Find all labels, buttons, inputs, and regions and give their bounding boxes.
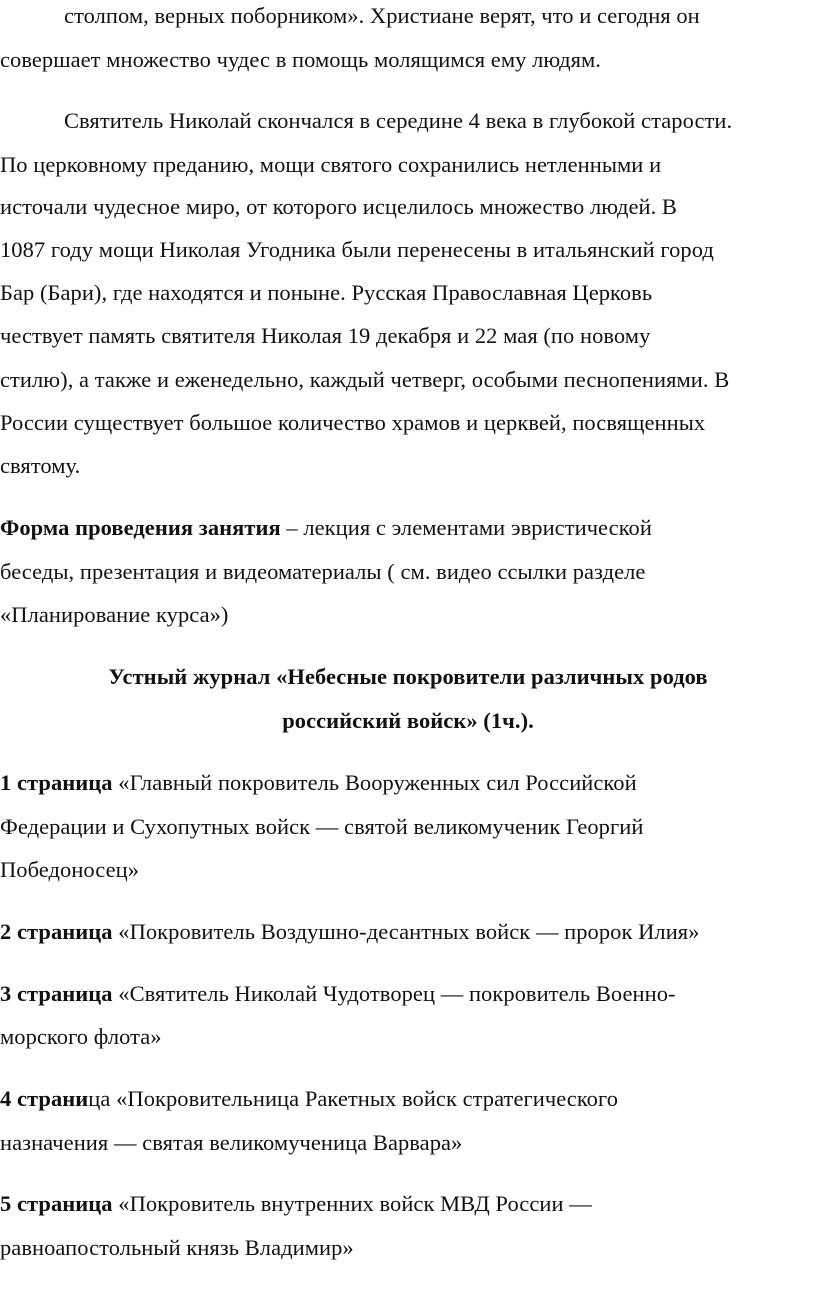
paragraph-2-line: Бар (Бари), где находятся и поныне. Русская Православная Церковь (0, 280, 653, 305)
paragraph-2-line: По церковному преданию, мощи святого сохранились нетленными и (0, 152, 662, 177)
page-text: «Покровительница Ракетных войск стратегического (110, 1086, 619, 1111)
paragraph-1-line: столпом, верных поборником». Христиане верят, что и сегодня он (64, 3, 700, 28)
paragraph-2-line: 1087 году мощи Николая Угодника были перенесены в итальянский город (0, 237, 714, 262)
page-text: «Святитель Николай Чудотворец — покровитель Военно- (112, 981, 676, 1006)
paragraph-2-line: святому. (0, 453, 81, 478)
paragraph-2-line: России существует большое количество храмов и церквей, посвященных (0, 410, 706, 435)
page-label: 3 страница (0, 981, 113, 1006)
paragraph-2-line: чествует память святителя Николая 19 декабря и 22 мая (по новому (0, 323, 651, 348)
page-label: 1 страница (0, 770, 113, 795)
page-item-3-line: морского флота» (0, 1024, 162, 1049)
page-item-3 (0, 980, 676, 1008)
form-label: Форма проведения занятия (0, 515, 281, 540)
paragraph-1-line: совершает множество чудес в помощь молящимся ему людям. (0, 47, 601, 72)
paragraph-2-line: стилю), а также и еженедельно, каждый четверг, особыми песнопениями. В (0, 367, 730, 392)
page-item-5-line: равноапостольный князь Владимир» (0, 1235, 354, 1260)
section-heading: российский войск» (1ч.). (282, 708, 534, 733)
form-line: беседы, презентация и видеоматериалы ( см. видео ссылки разделе (0, 559, 646, 584)
page-item-1 (0, 769, 637, 797)
form-text: – лекция с элементами эвристической (280, 515, 652, 540)
page-item-4 (0, 1085, 618, 1113)
paragraph-2-line: источали чудесное миро, от которого исцелилось множество людей. В (0, 194, 677, 219)
page-item-2 (0, 918, 700, 946)
page-label: 5 страница (0, 1191, 113, 1216)
page-label: 2 страница (0, 919, 113, 944)
page-text: «Главный покровитель Вооруженных сил Российской (112, 770, 637, 795)
form-line: «Планирование курса») (0, 602, 229, 627)
page-label-rest: ца (88, 1086, 111, 1111)
page-item-1-line: Федерации и Сухопутных войск — святой великомученик Георгий (0, 814, 644, 839)
page-item-5 (0, 1190, 592, 1218)
page-item-1-line: Победоносец» (0, 857, 140, 882)
section-heading: Устный журнал «Небесные покровители различных родов (108, 664, 708, 689)
paragraph-2-line: Святитель Николай скончался в середине 4 века в глубокой старости. (64, 108, 733, 133)
page-label: 4 страни (0, 1086, 89, 1111)
page-item-4-line: назначения — святая великомученица Варвара» (0, 1130, 463, 1155)
page-text: «Покровитель Воздушно-десантных войск — пророк Илия» (112, 919, 700, 944)
form-line (0, 514, 652, 542)
page-text: «Покровитель внутренних войск МВД России — (112, 1191, 592, 1216)
